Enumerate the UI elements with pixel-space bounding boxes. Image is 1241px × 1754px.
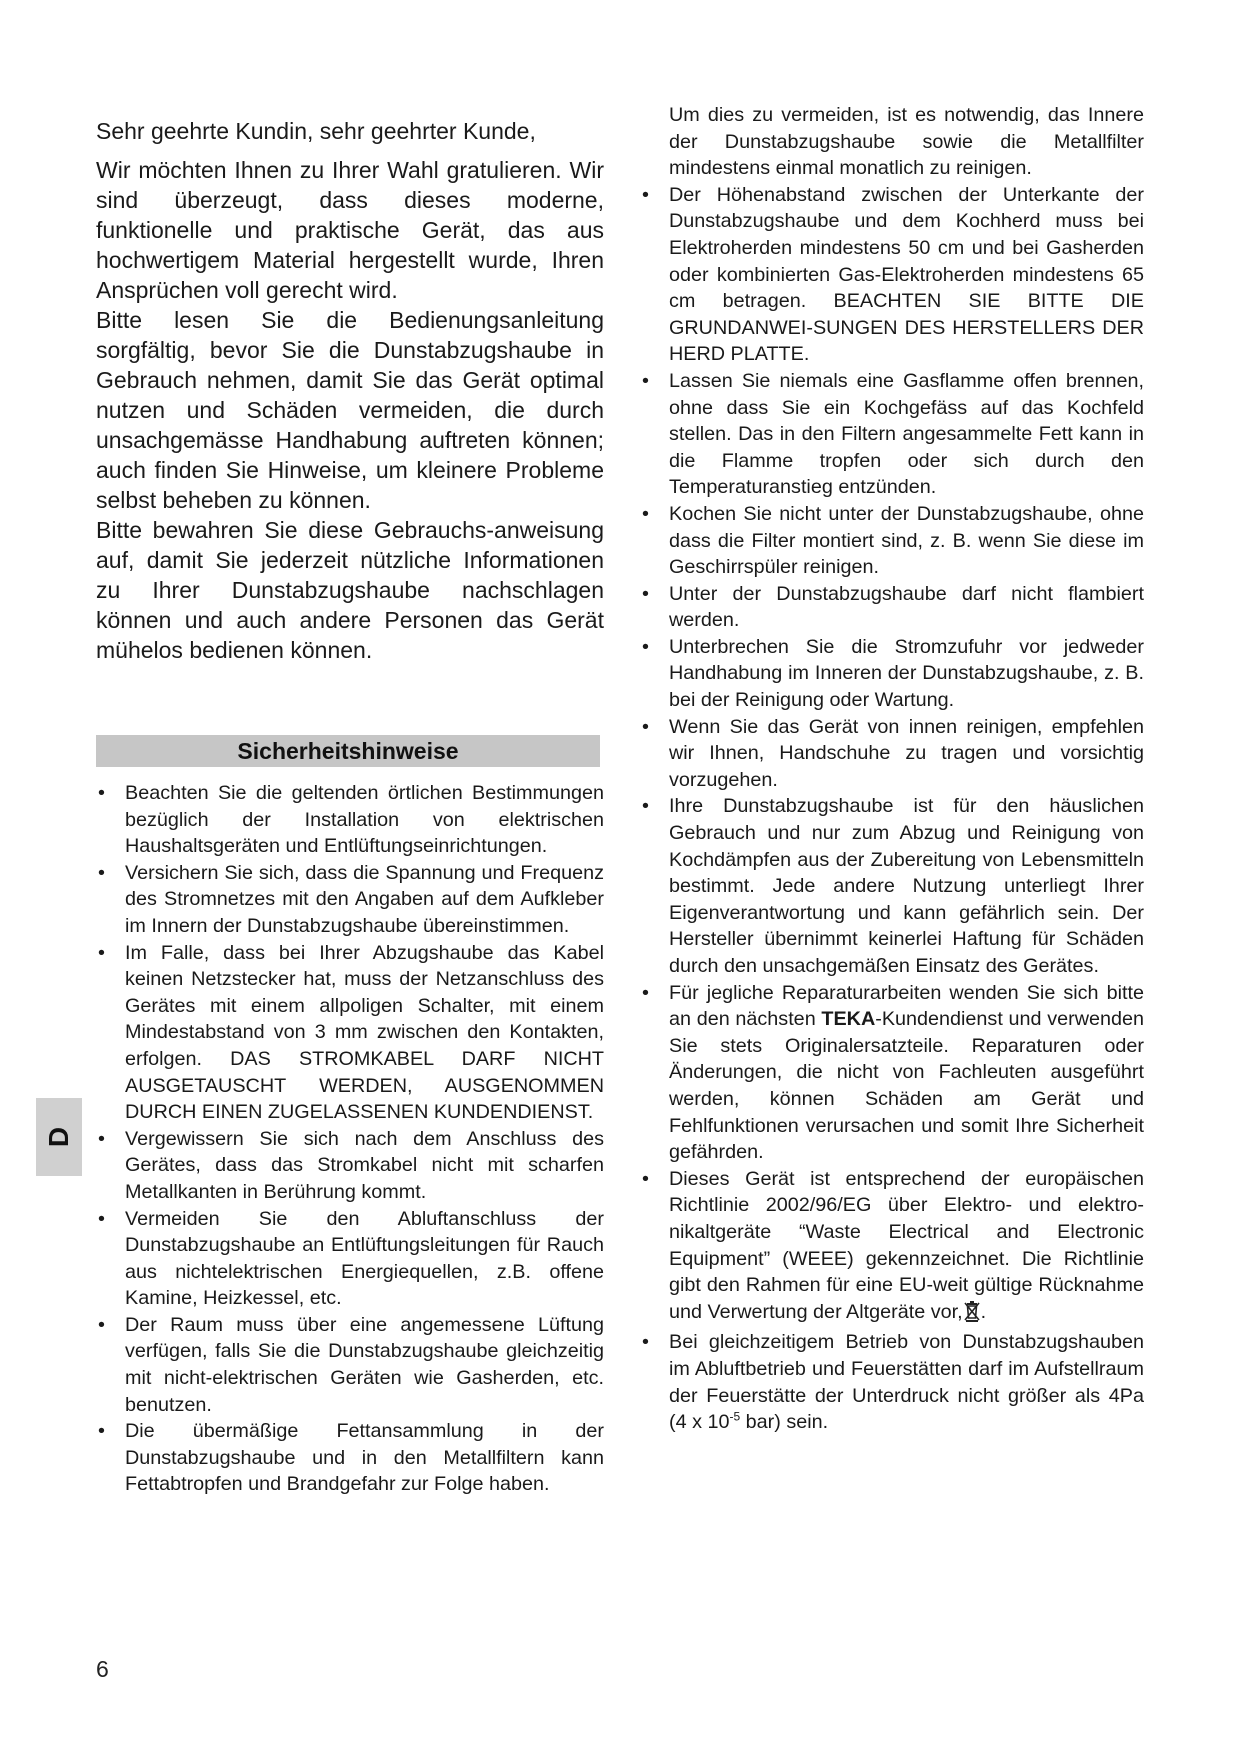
list-item-text: Unter der Dunstabzugshaube darf nicht flambiert werden. bbox=[669, 582, 1144, 632]
list-item-weee bbox=[640, 1166, 1144, 1330]
list-item bbox=[640, 501, 1144, 581]
list-item bbox=[96, 860, 604, 940]
bullet-icon: • bbox=[98, 1313, 105, 1336]
list-item bbox=[96, 1312, 604, 1418]
list-item-text: Ihre Dunstabzugshaube ist für den häuslichen Gebrauch und nur zum Abzug und Reinigung von Kochdämpfen aus der Zubereitung von Lebensmitteln bestimmt. Jede andere Nutzung unterliegt Ihrer Eigenverantwortung und kann gefährlich sein. Der Hersteller übernimmt keinerlei Haftung für Schäden durch den unsachgemäßen Einsatz des Gerätes. bbox=[669, 795, 1144, 977]
intro-paragraph: Bitte bewahren Sie diese Gebrauchs-anweisung auf, damit Sie jederzeit nützliche Informationen zu Ihrer Dunstabzugshaube nachschlagen können und auch andere Personen das Gerät mühelos bedienen können. bbox=[96, 517, 604, 663]
list-item-text: Beachten Sie die geltenden örtlichen Bestimmungen bezüglich der Installation von elektrischen Haushaltsgeräten und Entlüftungseinrichtungen. bbox=[125, 782, 604, 858]
bullet-icon: • bbox=[642, 795, 649, 818]
bullet-icon: • bbox=[98, 861, 105, 884]
pressure-text-end: bar) sein. bbox=[740, 1411, 829, 1434]
greeting: Sehr geehrte Kundin, sehr geehrter Kunde, bbox=[96, 118, 536, 144]
language-tab bbox=[36, 1098, 82, 1176]
language-tab-label: D bbox=[43, 1126, 74, 1148]
list-item bbox=[96, 1418, 604, 1498]
list-item-text: Die übermäßige Fettansammlung in der Dunstabzugshaube und in den Metallfiltern kann Fettabtropfen und Brandgefahr zur Folge haben. bbox=[125, 1420, 604, 1496]
list-item-repair bbox=[640, 980, 1144, 1166]
weee-text: Dieses Gerät ist entsprechend der europäischen Richtlinie 2002/96/EG über Elektro- und elektro-nikaltgeräte “Waste Electrical and Electronic Equipment” (WEEE) gekennzeichnet. Die Richtlinie gibt den Rahmen für eine EU-weit gültige Rücknahme und Verwertung der Altgeräte vor, bbox=[669, 1167, 1144, 1323]
list-item-text: Wenn Sie das Gerät von innen reinigen, empfehlen wir Ihnen, Handschuhe zu tragen und vorsichtig vorzugehen. bbox=[669, 715, 1144, 791]
list-item-text: Kochen Sie nicht unter der Dunstabzugshaube, ohne dass die Filter montiert sind, z. B. wenn Sie diese im Geschirrspüler reinigen. bbox=[669, 502, 1144, 579]
list-item-text: Vergewissern Sie sich nach dem Anschluss des Gerätes, dass das Stromkabel nicht mit scharfen Metallkanten in Berührung kommt. bbox=[125, 1127, 604, 1203]
pressure-text: Bei gleichzeitigem Betrieb von Dunstabzugshauben im Abluftbetrieb und Feuerstätten darf im Aufstellraum der Feuerstätte der Unterdruck nicht größer als 4Pa (4 x 10 bbox=[669, 1331, 1144, 1434]
page-number: 6 bbox=[96, 1656, 109, 1682]
bullet-icon: • bbox=[642, 369, 649, 392]
list-item bbox=[96, 940, 604, 1126]
safety-list-right bbox=[640, 102, 1144, 1436]
bullet-icon: • bbox=[98, 1420, 105, 1443]
list-item-text: Der Höhenabstand zwischen der Unterkante der Dunstabzugshaube und dem Kochherd muss bei Elektroherden mindestens 50 cm und bei Gasherden oder kombinierten Gas-Elektroherden mindestens 65 cm betragen. BEACHTEN SIE BITTE DIE GRUNDANWEI-SUNGEN DES HERSTELLERS DER HERD PLATTE. bbox=[669, 183, 1144, 366]
list-item bbox=[640, 634, 1144, 714]
list-item-text: Im Falle, dass bei Ihrer Abzugshaube das Kabel keinen Netzstecker hat, muss der Netzanschluss des Gerätes mit einem allpoligen Schalter, mit einem Mindestabstand von 3 mm zwischen den Kontakten, erfolgen. DAS STROMKABEL DARF NICHT AUSGETAUSCHT WERDEN, AUSGENOMMEN DURCH EINEN ZUGELASSENEN KUNDENDIENST. bbox=[125, 941, 604, 1124]
list-item bbox=[640, 581, 1144, 634]
crossed-out-bin-icon bbox=[963, 1300, 981, 1330]
list-item bbox=[640, 182, 1144, 368]
list-item-text: Unterbrechen Sie die Stromzufuhr vor jedweder Handhabung im Inneren der Dunstabzugshaube, z. B. bei der Reinigung oder Wartung. bbox=[669, 635, 1144, 712]
list-item-pressure bbox=[640, 1329, 1144, 1435]
bullet-icon: • bbox=[642, 715, 649, 738]
brand-name: TEKA bbox=[821, 1008, 876, 1031]
list-item bbox=[640, 793, 1144, 979]
list-item bbox=[640, 368, 1144, 501]
bullet-icon: • bbox=[642, 1331, 649, 1354]
pressure-exponent: -5 bbox=[729, 1409, 741, 1424]
intro-paragraph: Wir möchten Ihnen zu Ihrer Wahl gratulieren. Wir sind überzeugt, dass dieses moderne, funktionelle und praktische Gerät, das aus hochwertigem Material hergestellt wurde, Ihren Ansprüchen voll gerecht wird. bbox=[96, 157, 604, 303]
repair-text-after: -Kundendienst und verwenden Sie stets Originalersatzteile. Reparaturen oder Änderungen, die nicht von Fachleuten ausgeführt werden, können Schäden am Gerät und Fehlfunktionen verursachen und somit Ihre Sicherheit gefährden. bbox=[669, 1008, 1144, 1164]
bullet-icon: • bbox=[98, 941, 105, 964]
list-item bbox=[96, 780, 604, 860]
bullet-icon: • bbox=[642, 635, 649, 658]
bullet-icon: • bbox=[98, 782, 105, 804]
bullet-icon: • bbox=[98, 1207, 105, 1230]
bullet-icon: • bbox=[642, 502, 649, 525]
bullet-icon: • bbox=[642, 981, 649, 1004]
safety-list-right-items bbox=[640, 182, 1144, 1436]
list-item-text: Vermeiden Sie den Abluftanschluss der Dunstabzugshaube an Entlüftungsleitungen für Rauch aus nichtelektrischen Energiequellen, z.B. offene Kamine, Heizkessel, etc. bbox=[125, 1207, 604, 1310]
bullet-icon: • bbox=[98, 1127, 105, 1150]
list-item-text: Der Raum muss über eine angemessene Lüftung verfügen, falls Sie die Dunstabzugshaube gleichzeitig mit nicht-elektrischen Geräten wie Gasherden, etc. benutzen. bbox=[125, 1313, 604, 1416]
safety-list-left bbox=[96, 780, 604, 1498]
section-title-safety: Sicherheitshinweise bbox=[96, 735, 600, 767]
weee-text-end: . bbox=[980, 1300, 987, 1323]
list-item bbox=[96, 1206, 604, 1312]
repair-text-before: Für jegliche Reparaturarbeiten wenden Sie sich bitte an den nächsten bbox=[669, 981, 1144, 1031]
bullet-icon: • bbox=[642, 582, 649, 605]
list-item-text: Lassen Sie niemals eine Gasflamme offen brennen, ohne dass Sie ein Kochgefäss auf das Kochfeld stellen. Das in den Filtern angesammelte Fett kann in die Flamme tropfen oder sich durch den Temperaturanstieg entzünden. bbox=[669, 369, 1144, 499]
continuation-text: Um dies zu vermeiden, ist es notwendig, das Innere der Dunstabzugshaube sowie die Metallfilter mindestens einmal monatlich zu reinigen. bbox=[669, 104, 1144, 180]
intro-text bbox=[96, 155, 604, 665]
list-item bbox=[640, 714, 1144, 794]
bullet-icon: • bbox=[642, 1167, 649, 1190]
bullet-icon: • bbox=[642, 183, 649, 206]
intro-paragraph: Bitte lesen Sie die Bedienungsanleitung sorgfältig, bevor Sie die Dunstabzugshaube in Gebrauch nehmen, damit Sie das Gerät optimal nutzen und Schäden vermeiden, die durch unsachgemässe Handhabung auftreten können; auch finden Sie Hinweise, um kleinere Probleme selbst beheben zu können. bbox=[96, 307, 604, 513]
list-item bbox=[96, 1126, 604, 1206]
list-item-text: Versichern Sie sich, dass die Spannung und Frequenz des Stromnetzes mit den Angaben auf dem Aufkleber im Innern der Dunstabzugshaube übereinstimmen. bbox=[125, 861, 604, 937]
